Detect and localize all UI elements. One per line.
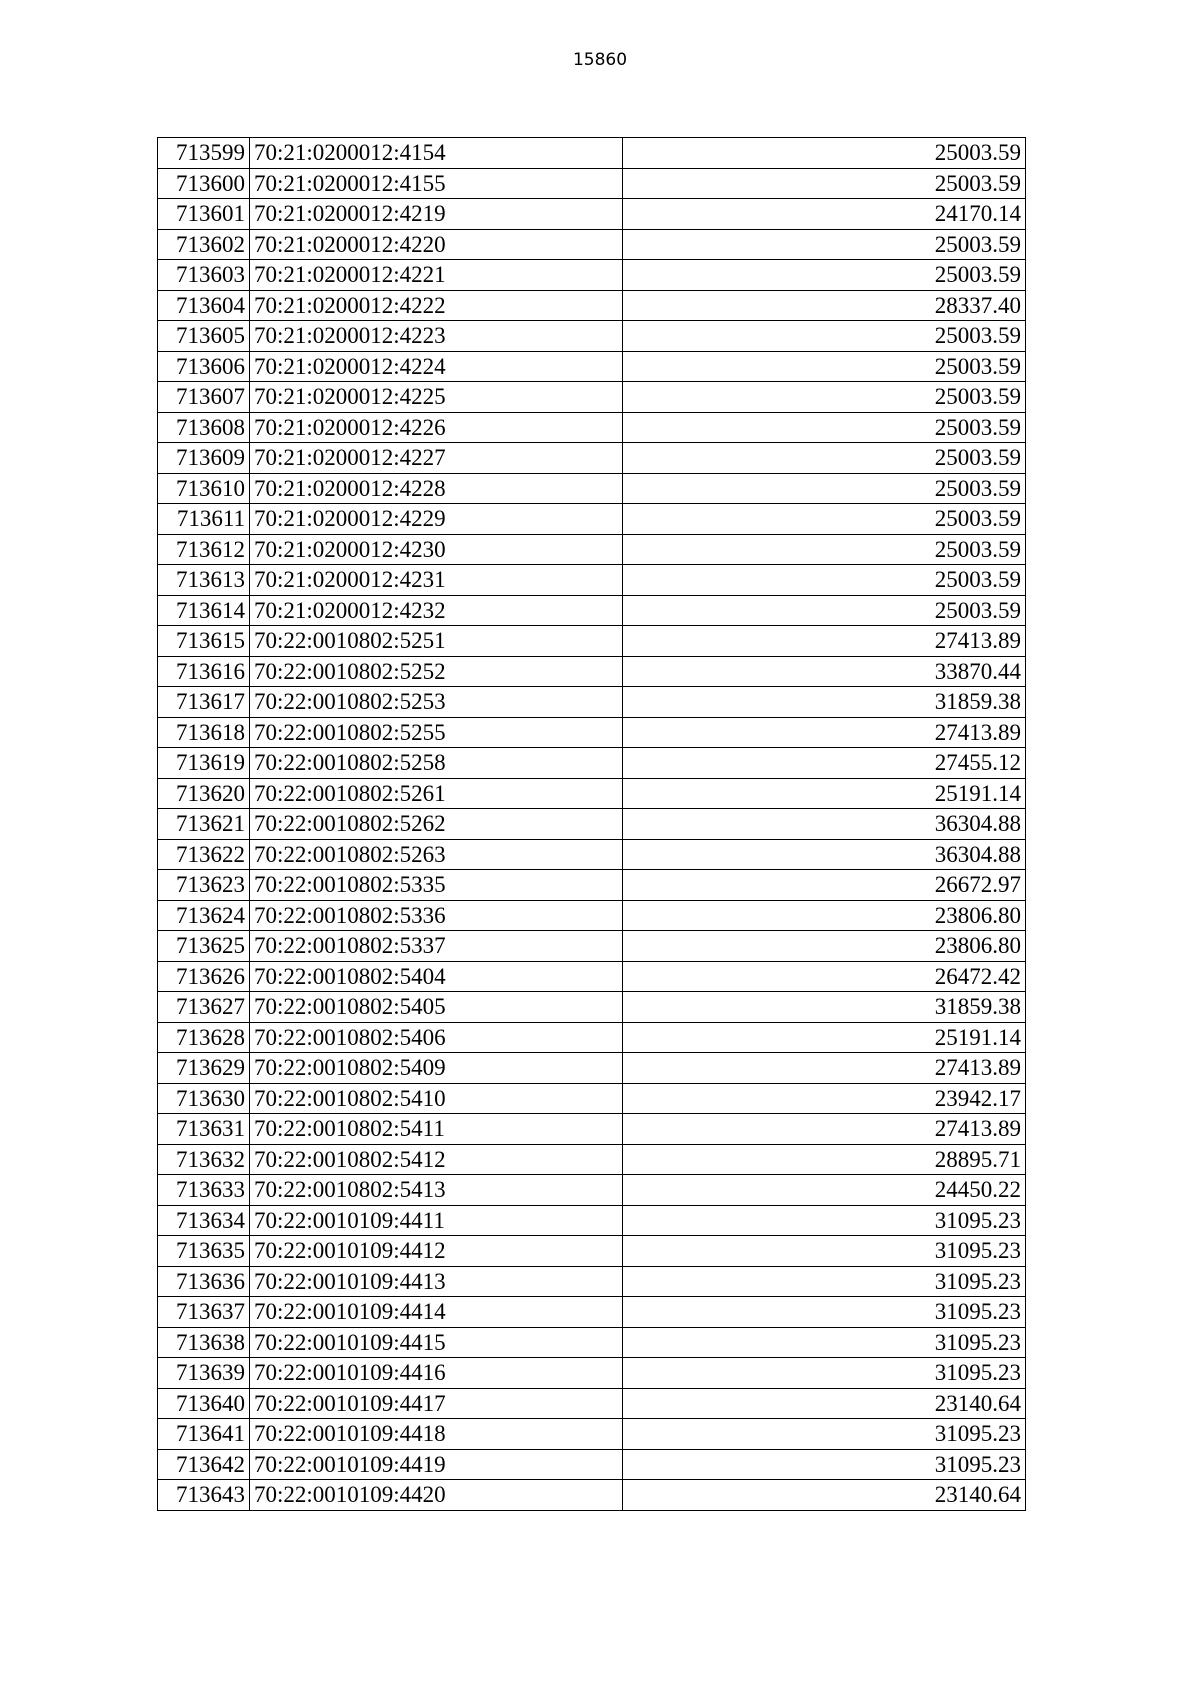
table-row — [158, 748, 1026, 779]
table-row — [158, 473, 1026, 504]
cadastral-number-cell: 70:21:0200012:4220 — [250, 229, 623, 260]
table-row — [158, 961, 1026, 992]
record-id-cell: 713604 — [158, 290, 250, 321]
cadastral-number-cell: 70:22:0010802:5258 — [250, 748, 623, 779]
value-cell: 25003.59 — [623, 382, 1026, 413]
cadastral-number-cell: 70:22:0010802:5410 — [250, 1083, 623, 1114]
cadastral-number-cell: 70:21:0200012:4229 — [250, 504, 623, 535]
table-row — [158, 199, 1026, 230]
record-id-cell: 713620 — [158, 778, 250, 809]
cadastral-number-cell: 70:22:0010802:5261 — [250, 778, 623, 809]
record-id-cell: 713617 — [158, 687, 250, 718]
value-cell: 31095.23 — [623, 1419, 1026, 1450]
value-cell: 25003.59 — [623, 504, 1026, 535]
record-id-cell: 713639 — [158, 1358, 250, 1389]
value-cell: 23140.64 — [623, 1388, 1026, 1419]
value-cell: 31095.23 — [623, 1358, 1026, 1389]
cadastral-number-cell: 70:21:0200012:4223 — [250, 321, 623, 352]
table-row — [158, 534, 1026, 565]
record-id-cell: 713602 — [158, 229, 250, 260]
value-cell: 27413.89 — [623, 626, 1026, 657]
record-id-cell: 713631 — [158, 1114, 250, 1145]
record-id-cell: 713642 — [158, 1449, 250, 1480]
value-cell: 28337.40 — [623, 290, 1026, 321]
table-row — [158, 351, 1026, 382]
cadastral-number-cell: 70:22:0010802:5263 — [250, 839, 623, 870]
record-id-cell: 713603 — [158, 260, 250, 291]
value-cell: 31859.38 — [623, 687, 1026, 718]
table-row — [158, 717, 1026, 748]
table-row — [158, 656, 1026, 687]
record-id-cell: 713627 — [158, 992, 250, 1023]
table-row — [158, 900, 1026, 931]
record-id-cell: 713629 — [158, 1053, 250, 1084]
value-cell: 31095.23 — [623, 1327, 1026, 1358]
value-cell: 25003.59 — [623, 473, 1026, 504]
value-cell: 36304.88 — [623, 839, 1026, 870]
cadastral-number-cell: 70:22:0010802:5252 — [250, 656, 623, 687]
record-id-cell: 713636 — [158, 1266, 250, 1297]
value-cell: 25003.59 — [623, 412, 1026, 443]
record-id-cell: 713614 — [158, 595, 250, 626]
record-id-cell: 713612 — [158, 534, 250, 565]
record-id-cell: 713626 — [158, 961, 250, 992]
record-id-cell: 713600 — [158, 168, 250, 199]
cadastral-number-cell: 70:22:0010802:5337 — [250, 931, 623, 962]
table-row — [158, 1449, 1026, 1480]
table-row — [158, 1480, 1026, 1511]
cadastral-number-cell: 70:21:0200012:4222 — [250, 290, 623, 321]
table-row — [158, 138, 1026, 169]
table-row — [158, 1266, 1026, 1297]
value-cell: 25003.59 — [623, 229, 1026, 260]
record-id-cell: 713637 — [158, 1297, 250, 1328]
value-cell: 25003.59 — [623, 260, 1026, 291]
value-cell: 25003.59 — [623, 351, 1026, 382]
record-id-cell: 713623 — [158, 870, 250, 901]
cadastral-number-cell: 70:22:0010109:4413 — [250, 1266, 623, 1297]
table-row — [158, 290, 1026, 321]
table-row — [158, 1236, 1026, 1267]
cadastral-number-cell: 70:21:0200012:4231 — [250, 565, 623, 596]
record-id-cell: 713622 — [158, 839, 250, 870]
value-cell: 27455.12 — [623, 748, 1026, 779]
value-cell: 25003.59 — [623, 168, 1026, 199]
value-cell: 25003.59 — [623, 321, 1026, 352]
record-id-cell: 713606 — [158, 351, 250, 382]
table-row — [158, 778, 1026, 809]
records-table-body — [158, 138, 1026, 1511]
cadastral-number-cell: 70:21:0200012:4154 — [250, 138, 623, 169]
cadastral-number-cell: 70:21:0200012:4155 — [250, 168, 623, 199]
record-id-cell: 713615 — [158, 626, 250, 657]
value-cell: 24450.22 — [623, 1175, 1026, 1206]
cadastral-number-cell: 70:22:0010802:5406 — [250, 1022, 623, 1053]
value-cell: 25003.59 — [623, 534, 1026, 565]
value-cell: 33870.44 — [623, 656, 1026, 687]
value-cell: 31095.23 — [623, 1205, 1026, 1236]
table-row — [158, 1358, 1026, 1389]
value-cell: 31859.38 — [623, 992, 1026, 1023]
value-cell: 31095.23 — [623, 1449, 1026, 1480]
table-row — [158, 565, 1026, 596]
table-row — [158, 382, 1026, 413]
value-cell: 31095.23 — [623, 1236, 1026, 1267]
cadastral-number-cell: 70:22:0010109:4416 — [250, 1358, 623, 1389]
value-cell: 25191.14 — [623, 778, 1026, 809]
table-row — [158, 1175, 1026, 1206]
record-id-cell: 713610 — [158, 473, 250, 504]
table-row — [158, 931, 1026, 962]
table-row — [158, 870, 1026, 901]
record-id-cell: 713625 — [158, 931, 250, 962]
record-id-cell: 713613 — [158, 565, 250, 596]
cadastral-number-cell: 70:22:0010802:5251 — [250, 626, 623, 657]
value-cell: 23806.80 — [623, 900, 1026, 931]
table-row — [158, 626, 1026, 657]
value-cell: 25003.59 — [623, 595, 1026, 626]
record-id-cell: 713641 — [158, 1419, 250, 1450]
table-row — [158, 1419, 1026, 1450]
record-id-cell: 713630 — [158, 1083, 250, 1114]
table-row — [158, 321, 1026, 352]
value-cell: 27413.89 — [623, 1053, 1026, 1084]
cadastral-number-cell: 70:22:0010109:4412 — [250, 1236, 623, 1267]
cadastral-number-cell: 70:22:0010802:5262 — [250, 809, 623, 840]
table-row — [158, 504, 1026, 535]
cadastral-number-cell: 70:22:0010802:5411 — [250, 1114, 623, 1145]
value-cell: 27413.89 — [623, 1114, 1026, 1145]
record-id-cell: 713643 — [158, 1480, 250, 1511]
table-row — [158, 1144, 1026, 1175]
cadastral-number-cell: 70:21:0200012:4227 — [250, 443, 623, 474]
cadastral-number-cell: 70:21:0200012:4230 — [250, 534, 623, 565]
record-id-cell: 713633 — [158, 1175, 250, 1206]
value-cell: 23140.64 — [623, 1480, 1026, 1511]
cadastral-number-cell: 70:22:0010802:5335 — [250, 870, 623, 901]
table-row — [158, 687, 1026, 718]
cadastral-number-cell: 70:22:0010109:4419 — [250, 1449, 623, 1480]
value-cell: 25003.59 — [623, 565, 1026, 596]
record-id-cell: 713638 — [158, 1327, 250, 1358]
value-cell: 25191.14 — [623, 1022, 1026, 1053]
cadastral-number-cell: 70:21:0200012:4232 — [250, 595, 623, 626]
record-id-cell: 713607 — [158, 382, 250, 413]
cadastral-number-cell: 70:21:0200012:4221 — [250, 260, 623, 291]
cadastral-number-cell: 70:21:0200012:4226 — [250, 412, 623, 443]
cadastral-number-cell: 70:21:0200012:4224 — [250, 351, 623, 382]
cadastral-number-cell: 70:22:0010802:5409 — [250, 1053, 623, 1084]
record-id-cell: 713611 — [158, 504, 250, 535]
value-cell: 31095.23 — [623, 1297, 1026, 1328]
cadastral-number-cell: 70:22:0010802:5413 — [250, 1175, 623, 1206]
cadastral-number-cell: 70:22:0010109:4415 — [250, 1327, 623, 1358]
table-row — [158, 260, 1026, 291]
table-row — [158, 839, 1026, 870]
value-cell: 25003.59 — [623, 443, 1026, 474]
cadastral-number-cell: 70:22:0010109:4420 — [250, 1480, 623, 1511]
record-id-cell: 713640 — [158, 1388, 250, 1419]
table-row — [158, 1297, 1026, 1328]
record-id-cell: 713632 — [158, 1144, 250, 1175]
cadastral-number-cell: 70:22:0010109:4411 — [250, 1205, 623, 1236]
value-cell: 25003.59 — [623, 138, 1026, 169]
cadastral-number-cell: 70:22:0010802:5404 — [250, 961, 623, 992]
page-number: 15860 — [572, 50, 628, 70]
record-id-cell: 713635 — [158, 1236, 250, 1267]
value-cell: 26472.42 — [623, 961, 1026, 992]
value-cell: 23806.80 — [623, 931, 1026, 962]
record-id-cell: 713609 — [158, 443, 250, 474]
table-row — [158, 1083, 1026, 1114]
record-id-cell: 713616 — [158, 656, 250, 687]
value-cell: 27413.89 — [623, 717, 1026, 748]
table-row — [158, 992, 1026, 1023]
table-row — [158, 1114, 1026, 1145]
cadastral-number-cell: 70:22:0010109:4418 — [250, 1419, 623, 1450]
value-cell: 31095.23 — [623, 1266, 1026, 1297]
cadastral-number-cell: 70:22:0010109:4414 — [250, 1297, 623, 1328]
record-id-cell: 713599 — [158, 138, 250, 169]
record-id-cell: 713634 — [158, 1205, 250, 1236]
record-id-cell: 713624 — [158, 900, 250, 931]
records-table — [157, 137, 1026, 1511]
value-cell: 36304.88 — [623, 809, 1026, 840]
value-cell: 26672.97 — [623, 870, 1026, 901]
table-row — [158, 168, 1026, 199]
value-cell: 24170.14 — [623, 199, 1026, 230]
value-cell: 28895.71 — [623, 1144, 1026, 1175]
table-row — [158, 412, 1026, 443]
table-row — [158, 229, 1026, 260]
table-row — [158, 1327, 1026, 1358]
cadastral-number-cell: 70:22:0010802:5253 — [250, 687, 623, 718]
table-row — [158, 1022, 1026, 1053]
record-id-cell: 713601 — [158, 199, 250, 230]
table-row — [158, 1388, 1026, 1419]
cadastral-number-cell: 70:21:0200012:4225 — [250, 382, 623, 413]
cadastral-number-cell: 70:22:0010802:5255 — [250, 717, 623, 748]
value-cell: 23942.17 — [623, 1083, 1026, 1114]
cadastral-number-cell: 70:22:0010802:5412 — [250, 1144, 623, 1175]
cadastral-number-cell: 70:21:0200012:4219 — [250, 199, 623, 230]
table-row — [158, 595, 1026, 626]
table-row — [158, 1205, 1026, 1236]
record-id-cell: 713605 — [158, 321, 250, 352]
record-id-cell: 713619 — [158, 748, 250, 779]
table-row — [158, 809, 1026, 840]
cadastral-number-cell: 70:22:0010109:4417 — [250, 1388, 623, 1419]
record-id-cell: 713618 — [158, 717, 250, 748]
record-id-cell: 713608 — [158, 412, 250, 443]
table-row — [158, 443, 1026, 474]
record-id-cell: 713621 — [158, 809, 250, 840]
record-id-cell: 713628 — [158, 1022, 250, 1053]
table-row — [158, 1053, 1026, 1084]
cadastral-number-cell: 70:21:0200012:4228 — [250, 473, 623, 504]
cadastral-number-cell: 70:22:0010802:5405 — [250, 992, 623, 1023]
cadastral-number-cell: 70:22:0010802:5336 — [250, 900, 623, 931]
